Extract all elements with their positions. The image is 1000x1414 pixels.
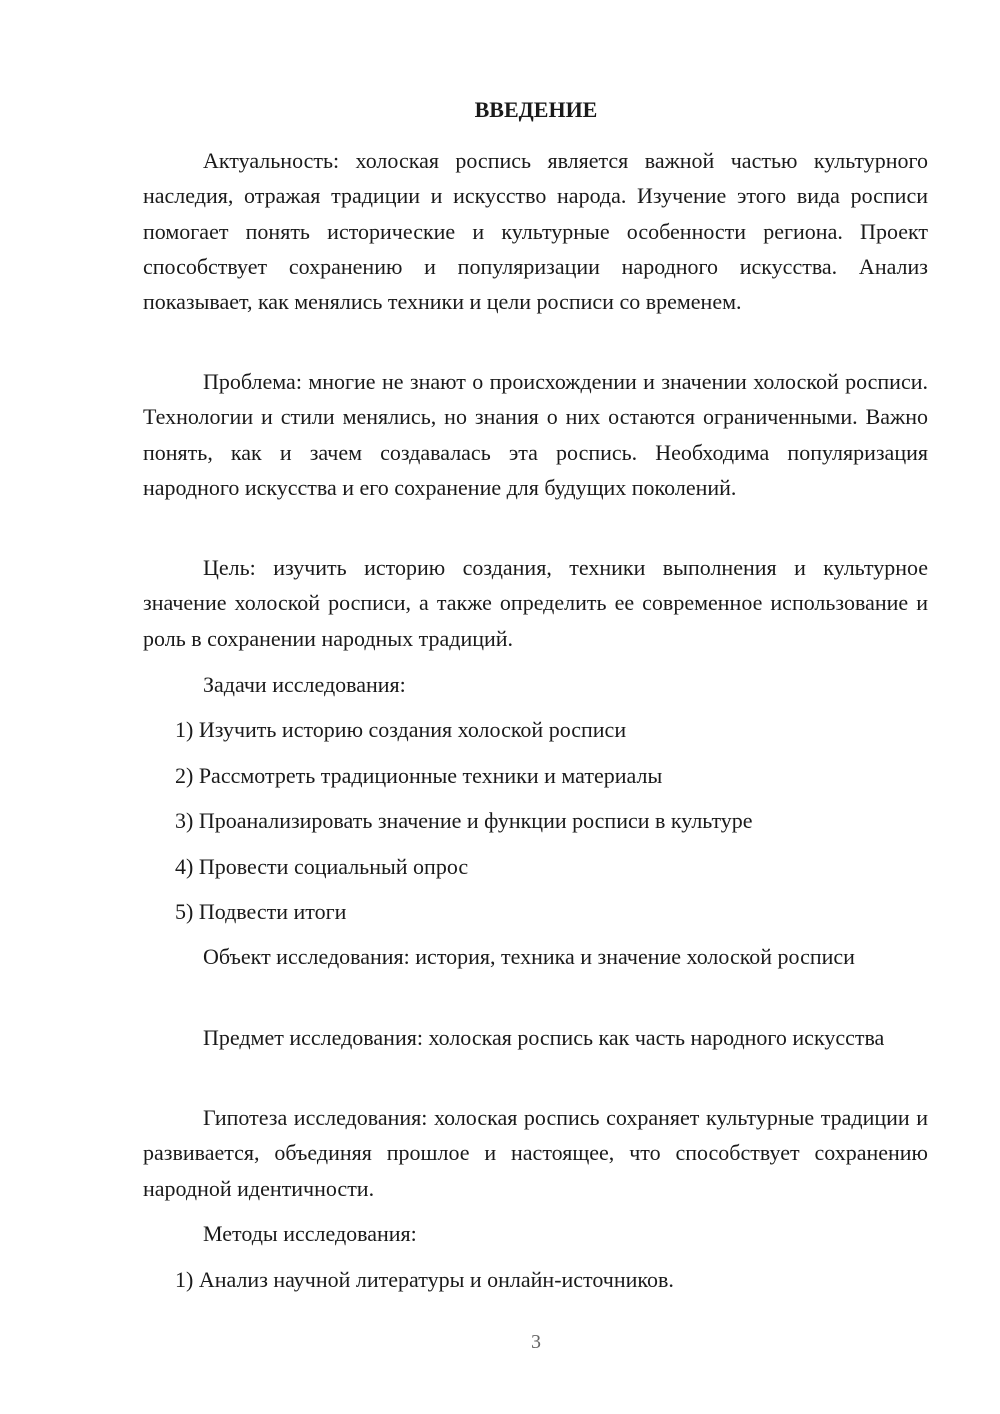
task-item: 3) Проанализировать значение и функции росписи в культуре: [175, 808, 753, 833]
task-item: 1) Изучить историю создания холоской росписи: [175, 717, 627, 742]
relevance-paragraph: Актуальность: холоская роспись является важной частью культурного наследия, отражая традиции и искусство народа. Изучение этого вида росписи помогает понять исторические и культурные особенности региона. Проект способствует сохранению и популяризации народного искусства. Анализ показывает, как менялись техники и цели росписи со временем.: [143, 148, 928, 315]
page-number: 3: [531, 1331, 541, 1353]
methods-heading: Методы исследования:: [203, 1221, 417, 1246]
problem-paragraph: Проблема: многие не знают о происхождении и значении холоской росписи. Технологии и стили менялись, но знания о них остаются ограниченными. Важно понять, как и зачем создавалась эта роспись. Необходима популяризация народного искусства и его сохранение для будущих поколений.: [143, 369, 928, 500]
goal-paragraph: Цель: изучить историю создания, техники выполнения и культурное значение холоской росписи, а также определить ее современное использование и роль в сохранении народных традиций.: [143, 555, 928, 651]
task-item: 5) Подвести итоги: [175, 899, 347, 924]
page-title: ВВЕДЕНИЕ: [474, 97, 598, 122]
method-item: 1) Анализ научной литературы и онлайн-источников.: [175, 1267, 674, 1292]
subject-paragraph: Предмет исследования: холоская роспись как часть народного искусства: [203, 1025, 885, 1050]
task-item: 2) Рассмотреть традиционные техники и материалы: [175, 763, 663, 788]
tasks-heading: Задачи исследования:: [203, 672, 406, 697]
task-item: 4) Провести социальный опрос: [175, 854, 469, 879]
hypothesis-paragraph: Гипотеза исследования: холоская роспись сохраняет культурные традиции и развивается, объединяя прошлое и настоящее, что способствует сохранению народной идентичности.: [143, 1105, 928, 1201]
object-paragraph: Объект исследования: история, техника и значение холоской росписи: [203, 944, 855, 969]
